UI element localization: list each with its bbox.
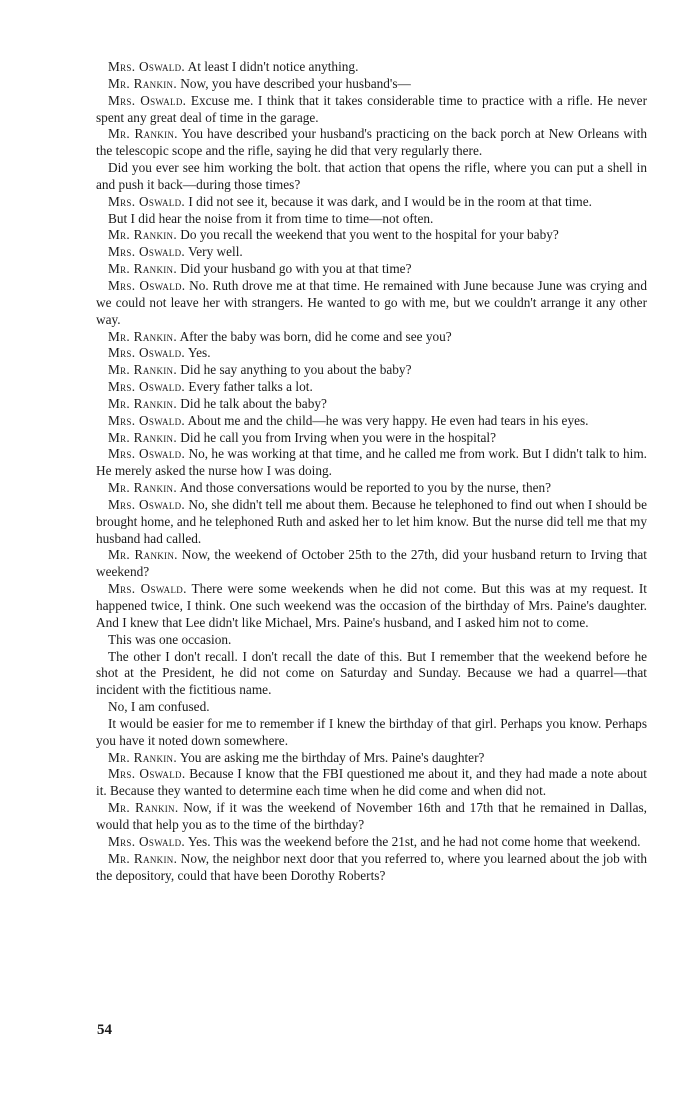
paragraph-text: It would be easier for me to remember if I knew the birthday of that girl. Perhaps you know. Perhaps you have it noted down somewhere. (96, 715, 647, 748)
speaker-name: Mr. Rankin. (108, 328, 177, 344)
testimony-paragraph (96, 497, 647, 548)
paragraph-text: Now, the neighbor next door that you referred to, where you learned about the job with the depository, could that have been Dorothy Roberts? (96, 850, 648, 883)
paragraph-text: Every father talks a lot. (188, 379, 313, 395)
speaker-name: Mrs. Oswald. (108, 59, 186, 74)
testimony-paragraph (96, 750, 647, 767)
speaker-name: Mr. Rankin. (108, 75, 177, 91)
testimony-paragraph (96, 446, 647, 480)
paragraph-text: The other I don't recall. I don't recall the date of this. But I remember that the weekend before he shot at the President, he did not come on Saturday and Sunday. Because we had a quarrel—that incident with the fictitious name. (96, 648, 647, 698)
testimony-text (96, 59, 647, 884)
speaker-name: Mr. Rankin. (108, 749, 177, 765)
speaker-name: Mrs. Oswald. (108, 379, 186, 395)
testimony-paragraph (96, 211, 647, 228)
testimony-paragraph (96, 699, 647, 716)
paragraph-text: This was one occasion. (108, 631, 232, 647)
testimony-paragraph (96, 59, 647, 76)
testimony-paragraph (96, 766, 647, 800)
testimony-paragraph (96, 716, 647, 750)
speaker-name: Mr. Rankin. (108, 547, 178, 563)
testimony-paragraph (96, 649, 647, 700)
testimony-paragraph (96, 413, 647, 430)
testimony-paragraph (96, 194, 647, 211)
paragraph-text: But I did hear the noise from it from time to time—not often. (108, 210, 434, 226)
speaker-name: Mr. Rankin. (108, 126, 178, 142)
paragraph-text: Excuse me. I think that it takes considerable time to practice with a rifle. He never spent any great deal of time in the garage. (96, 92, 647, 125)
speaker-name: Mrs. Oswald. (108, 92, 187, 108)
speaker-name: Mr. Rankin. (108, 850, 178, 866)
paragraph-text: I did not see it, because it was dark, and I would be in the room at that time. (188, 193, 592, 209)
paragraph-text: Because I know that the FBI questioned me about it, and they had made a note about it. Because they wanted to determine each time when he did come and when did not. (96, 766, 648, 799)
paragraph-text: After the baby was born, did he come and see you? (179, 328, 452, 344)
testimony-paragraph (96, 834, 647, 851)
paragraph-text: Very well. (188, 244, 243, 260)
testimony-paragraph (96, 547, 647, 581)
testimony-paragraph (96, 227, 647, 244)
paragraph-text: About me and the child—he was very happy. He even had tears in his eyes. (187, 412, 589, 428)
paragraph-text: Yes. (187, 345, 211, 361)
paragraph-text: Yes. This was the weekend before the 21st, and he had not come home that weekend. (187, 833, 641, 849)
testimony-paragraph (96, 800, 647, 834)
testimony-paragraph (96, 396, 647, 413)
paragraph-text: Now, if it was the weekend of November 16th and 17th that he remained in Dallas, would that help you as to the time of the birthday? (96, 800, 647, 832)
speaker-name: Mrs. Oswald. (108, 244, 186, 260)
paragraph-text: Did he call you from Irving when you were in the hospital? (180, 429, 497, 445)
testimony-paragraph (96, 244, 647, 261)
paragraph-text: You are asking me the birthday of Mrs. Paine's daughter? (179, 749, 485, 765)
paragraph-text: No, he was working at that time, and he called me from work. But I didn't talk to him. He merely asked the nurse how I was doing. (96, 446, 647, 479)
speaker-name: Mr. Rankin. (108, 227, 177, 243)
speaker-name: Mrs. Oswald. (108, 766, 186, 782)
paragraph-text: At least I didn't notice anything. (187, 59, 359, 74)
testimony-paragraph (96, 278, 647, 329)
testimony-paragraph (96, 126, 647, 160)
testimony-paragraph (96, 632, 647, 649)
paragraph-text: No. Ruth drove me at that time. He remained with June because June was crying and we could not leave her with strangers. He wanted to go with me, but we couldn't arrange it any other way. (96, 277, 647, 327)
speaker-name: Mrs. Oswald. (108, 833, 186, 849)
paragraph-text: Did your husband go with you at that time? (180, 261, 412, 277)
speaker-name: Mr. Rankin. (108, 261, 177, 277)
speaker-name: Mr. Rankin. (108, 480, 177, 496)
testimony-paragraph (96, 851, 647, 885)
testimony-paragraph (96, 329, 647, 346)
testimony-paragraph (96, 76, 647, 93)
speaker-name: Mrs. Oswald. (108, 345, 186, 361)
testimony-paragraph (96, 362, 647, 379)
paragraph-text: Now, the weekend of October 25th to the 27th, did your husband return to Irving that weekend? (96, 547, 648, 580)
paragraph-text: You have described your husband's practicing on the back porch at New Orleans with the telescopic scope and the rifle, saying he did that very regularly there. (96, 126, 647, 159)
speaker-name: Mrs. Oswald. (108, 412, 186, 428)
paragraph-text: Did you ever see him working the bolt. that action that opens the rifle, where you can put a shell in and push it back—during those times? (96, 160, 647, 192)
paragraph-text: Do you recall the weekend that you went to the hospital for your baby? (180, 227, 559, 243)
paragraph-text: And those conversations would be reported to you by the nurse, then? (179, 480, 552, 496)
testimony-paragraph (96, 581, 647, 632)
testimony-paragraph (96, 93, 647, 127)
paragraph-text: There were some weekends when he did not come. But this was at my request. It happened twice, I think. One such weekend was the occasion of the birthday of Mrs. Paine's daughter. And I knew that Lee didn't like Michael, Mrs. Paine's husband, and I asked him not to come. (96, 581, 647, 630)
speaker-name: Mrs. Oswald. (108, 193, 186, 209)
testimony-paragraph (96, 160, 647, 194)
paragraph-text: Did he say anything to you about the baby? (180, 362, 412, 378)
speaker-name: Mrs. Oswald. (108, 581, 187, 597)
paragraph-text: No, I am confused. (108, 699, 210, 715)
speaker-name: Mr. Rankin. (108, 429, 177, 445)
testimony-paragraph (96, 379, 647, 396)
speaker-name: Mr. Rankin. (108, 362, 177, 378)
testimony-paragraph (96, 430, 647, 447)
speaker-name: Mr. Rankin. (108, 800, 179, 816)
paragraph-text: Did he talk about the baby? (180, 395, 327, 411)
paragraph-text: No, she didn't tell me about them. Because he telephoned to find out when I should be brought home, and he telephoned Ruth and asked her to let him know. But the nurse did tell me that my husband had called. (96, 496, 647, 546)
speaker-name: Mrs. Oswald. (108, 496, 186, 512)
testimony-paragraph (96, 480, 647, 497)
testimony-paragraph (96, 345, 647, 362)
paragraph-text: Now, you have described your husband's— (180, 75, 411, 91)
speaker-name: Mr. Rankin. (108, 395, 177, 411)
speaker-name: Mrs. Oswald. (108, 277, 186, 293)
speaker-name: Mrs. Oswald. (108, 446, 186, 462)
testimony-paragraph (96, 261, 647, 278)
page-number: 54 (97, 1022, 112, 1038)
